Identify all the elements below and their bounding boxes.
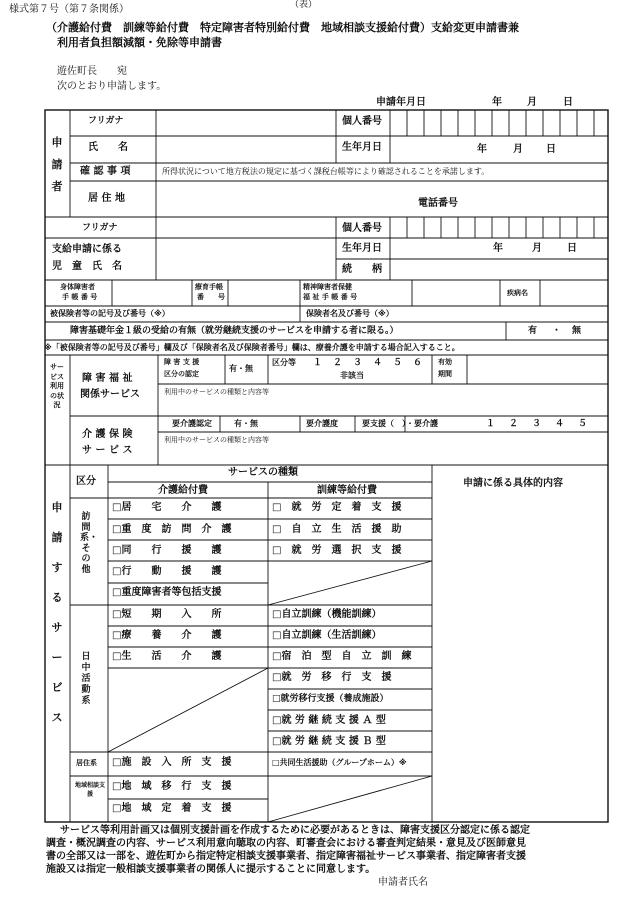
service-shuro-teichaku[interactable]: □ 就 労 定 着 支 援 [272, 502, 402, 513]
child-furigana-label: フリガナ [82, 223, 118, 233]
shogai-riyochu-label: 利用中のサービスの種類と内容等 [164, 388, 269, 396]
applicant-birth-day: 日 [546, 144, 556, 155]
kaigo-hoken-label-2: サ ー ビ ス [82, 445, 133, 456]
consent-line-1: サービス等利用計画又は個別支援計画を作成するために必要があるときは、障害支援区分認定に係る認定 [60, 825, 530, 836]
consent-line-2: 調査・概況調査の内容、サービス利用意向聴取の内容、町審査会における審査判定結果・意見及び医師意見 [46, 838, 526, 849]
child-name-field[interactable] [158, 219, 334, 278]
kaigo-nintei-label: 要介護認定 [172, 419, 212, 428]
service-group-home[interactable]: □共同生活援助（グループホーム）※ [272, 758, 407, 767]
detail-label: 申請に係る具体的内容 [463, 478, 563, 489]
applicant-confirm-text: 所得状況について地方税法の規定に基づく課税台帳等により確認されることを承諾します。 [162, 167, 490, 176]
service-jiritsu-seikatsu[interactable]: □ 自 立 生 活 援 助 [272, 524, 402, 535]
service-shukuhaku[interactable]: □宿 泊 型 自 立 訓 練 [272, 651, 412, 662]
applicant-phone-label: 電話番号 [418, 198, 458, 209]
kubun-nintei-label-1: 障 害 支 援 [164, 358, 200, 366]
insured-number-label: 被保険者等の記号及び番号（※） [50, 309, 170, 318]
group-nitchu-label: 日中活動系 [81, 652, 91, 706]
applicant-kojin-label: 個人番号 [342, 116, 382, 127]
applicant-birth-year: 年 [477, 144, 487, 155]
applicant-name-field[interactable] [158, 138, 334, 161]
service-shisetsu[interactable]: □施 設 入 所 支 援 [112, 757, 232, 768]
kaigodo-label: 要介護度 [306, 419, 338, 428]
child-birth-day: 日 [567, 243, 577, 254]
shintai-techo-label-2: 手 帳 番 号 [62, 293, 98, 301]
service-keizoku-a[interactable]: □就 労 継 続 支 援 Ａ 型 [272, 715, 386, 726]
signature-field[interactable] [440, 876, 606, 892]
service-keizoku-b[interactable]: □就 労 継 続 支 援 Ｂ 型 [272, 736, 386, 747]
pension-separator: ・ [552, 326, 562, 336]
note-insured: ※「被保険者等の記号及び番号」欄及び「保険者名及び保険者番号」欄は、療養介護を申請する場合記入すること。 [44, 343, 460, 352]
child-name-label-1: 支給申請に係る [52, 244, 122, 255]
application-date-day: 日 [563, 97, 573, 108]
applicant-name-label: 氏 名 [88, 142, 128, 153]
child-kojin-field[interactable] [392, 219, 606, 236]
form-number: 様式第７号（第７条関係） [9, 4, 129, 15]
form-title-line2: 利用者負担額減額・免除等申請書 [57, 36, 222, 49]
applicant-confirm-label: 確 認 事 項 [80, 166, 131, 177]
kubun-nintei-label-2: 区分の認定 [164, 370, 199, 378]
kaigo-level-3[interactable]: ３ [532, 419, 542, 429]
application-date-year: 年 [492, 97, 502, 108]
applicant-birth-label: 生年月日 [342, 142, 382, 153]
kubun-level-1[interactable]: １ [313, 358, 323, 368]
service-doko[interactable]: □同 行 援 護 [112, 545, 222, 556]
service-types-label: サービスの種類 [228, 467, 298, 478]
kaigo-level-2[interactable]: ２ [509, 419, 519, 429]
kaigo-riyochu-label: 利用中のサービスの種類と内容等 [164, 436, 269, 444]
form-title-line1: （介護給付費 訓練等給付費 特定障害者特別給付費 地域相談支援給付費）支給変更申請書兼 [46, 21, 519, 34]
service-ryoyo[interactable]: □療 養 介 護 [112, 630, 222, 641]
service-shuro-sentaku[interactable]: □ 就 労 選 択 支 援 [272, 545, 402, 556]
service-seikatsu[interactable]: □生 活 介 護 [112, 651, 222, 662]
applicant-furigana-field[interactable] [158, 112, 334, 134]
ryoiku-techo-label-2: 番 号 [197, 293, 225, 301]
child-name-label-2: 児 童 氏 名 [52, 261, 122, 272]
shien-option[interactable]: 要支援（ ）・要介護 [362, 419, 438, 428]
request-kubun-label: 区分 [76, 476, 96, 487]
group-homon-label: 訪問系・その他 [80, 512, 99, 575]
service-kyotaku[interactable]: □居 宅 介 護 [112, 502, 222, 513]
service-kino-kunren[interactable]: □自立訓練（機能訓練） [272, 609, 382, 620]
request-section-label: 申請するサービス [51, 501, 63, 724]
service-shuro-iko-yosei[interactable]: □就労移行支援（養成施設） [272, 694, 389, 704]
service-hokatsu[interactable]: □重度障害者等包括支援 [112, 587, 222, 598]
service-tanki[interactable]: □短 期 入 所 [112, 609, 222, 620]
kubun-umu-option[interactable]: 有・無 [229, 364, 253, 373]
application-date-label: 申請年月日 [376, 97, 426, 108]
child-kojin-label: 個人番号 [342, 223, 382, 234]
kubun-level-5[interactable]: ５ [393, 358, 403, 368]
shintai-techo-label-1: 身体障害者 [60, 283, 95, 291]
group-chiiki-label: 地域相談支援 [74, 782, 105, 798]
disease-label: 疾病名 [507, 289, 528, 297]
yuko-kikan-label-1: 有効 [438, 358, 452, 366]
applicant-address-label: 居 住 地 [88, 193, 125, 204]
child-birth-month: 月 [532, 243, 542, 254]
ryoiku-techo-label-1: 療育手帳 [195, 283, 223, 291]
kaigo-level-1[interactable]: １ [486, 419, 496, 429]
service-chiiki-iko[interactable]: □地 域 移 行 支 援 [112, 781, 232, 792]
child-birth-year: 年 [493, 243, 503, 254]
pension-yes-option[interactable]: 有 [528, 326, 538, 336]
seishin-techo-label-1: 精神障害者保健 [303, 283, 352, 291]
applicant-address-field[interactable] [158, 183, 606, 215]
side-label: （表） [290, 0, 318, 10]
consent-line-4: 施設又は指定一般相談支援事業者の関係人に提示することに同意します。 [46, 864, 376, 875]
addressee: 遊佐町長 宛 [57, 66, 127, 77]
kaigo-riyochu-field[interactable] [160, 434, 606, 463]
kaigo-kyufu-label: 介護給付費 [158, 485, 208, 496]
kaigo-umu-option[interactable]: 有・無 [234, 419, 258, 428]
applicant-birth-month: 月 [513, 144, 523, 155]
pension-label: 障害基礎年金１級の受給の有無（就労継続支援のサービスを申請する者に限る。） [70, 326, 399, 336]
kunren-kyufu-label: 訓練等給付費 [317, 485, 377, 496]
signature-label: 申請者氏名 [378, 877, 428, 888]
kaigo-level-5[interactable]: ５ [578, 419, 588, 429]
consent-line-3: 書の全部又は一部を、遊佐町から指定特定相談支援事業者、指定障害福祉サービス事業者、指定障害者支援 [46, 851, 526, 862]
kubun-level-4[interactable]: ４ [373, 358, 383, 368]
intro-text: 次のとおり申請します。 [57, 81, 167, 92]
kaigo-level-4[interactable]: ４ [555, 419, 565, 429]
kubun-to-label: 区分等 [272, 358, 296, 367]
pension-no-option[interactable]: 無 [572, 326, 582, 336]
service-kodo[interactable]: □行 動 援 護 [112, 566, 222, 577]
applicant-kojin-field[interactable] [392, 112, 606, 134]
shogai-riyochu-field[interactable] [160, 386, 606, 414]
usage-section-label: サービス利用の状況 [50, 363, 64, 410]
kaigo-hoken-label-1: 介 護 保 険 [82, 429, 133, 440]
applicant-section-label: 申請者 [51, 136, 63, 193]
service-chiiki-teichaku[interactable]: □地 域 定 着 支 援 [112, 803, 232, 814]
applicant-furigana-label: フリガナ [88, 116, 124, 126]
service-shuro-iko[interactable]: □就 労 移 行 支 援 [272, 672, 392, 683]
group-kyoju-label: 居住系 [76, 759, 97, 767]
seishin-techo-label-2: 福 祉 手 帳 番 号 [303, 293, 358, 301]
detail-field[interactable] [434, 494, 606, 820]
yuko-kikan-label-2: 期間 [438, 370, 452, 378]
child-relation-label: 続 柄 [342, 264, 382, 275]
kubun-level-2[interactable]: ２ [333, 358, 343, 368]
kubun-level-3[interactable]: ３ [353, 358, 363, 368]
kubun-higaito[interactable]: 非該当 [340, 371, 364, 380]
service-seikatsu-kunren[interactable]: □自立訓練（生活訓練） [272, 630, 382, 641]
insurer-number-label: 保険者名及び番号（※） [306, 309, 394, 318]
application-date-month: 月 [527, 97, 537, 108]
service-jyudo-homon[interactable]: □重 度 訪 問 介 護 [112, 524, 232, 535]
shogai-service-label-2: 関係サービス [80, 389, 140, 400]
kubun-level-6[interactable]: ６ [413, 358, 423, 368]
child-birth-label: 生年月日 [342, 243, 382, 254]
shogai-service-label-1: 障 害 福 祉 [82, 373, 133, 384]
